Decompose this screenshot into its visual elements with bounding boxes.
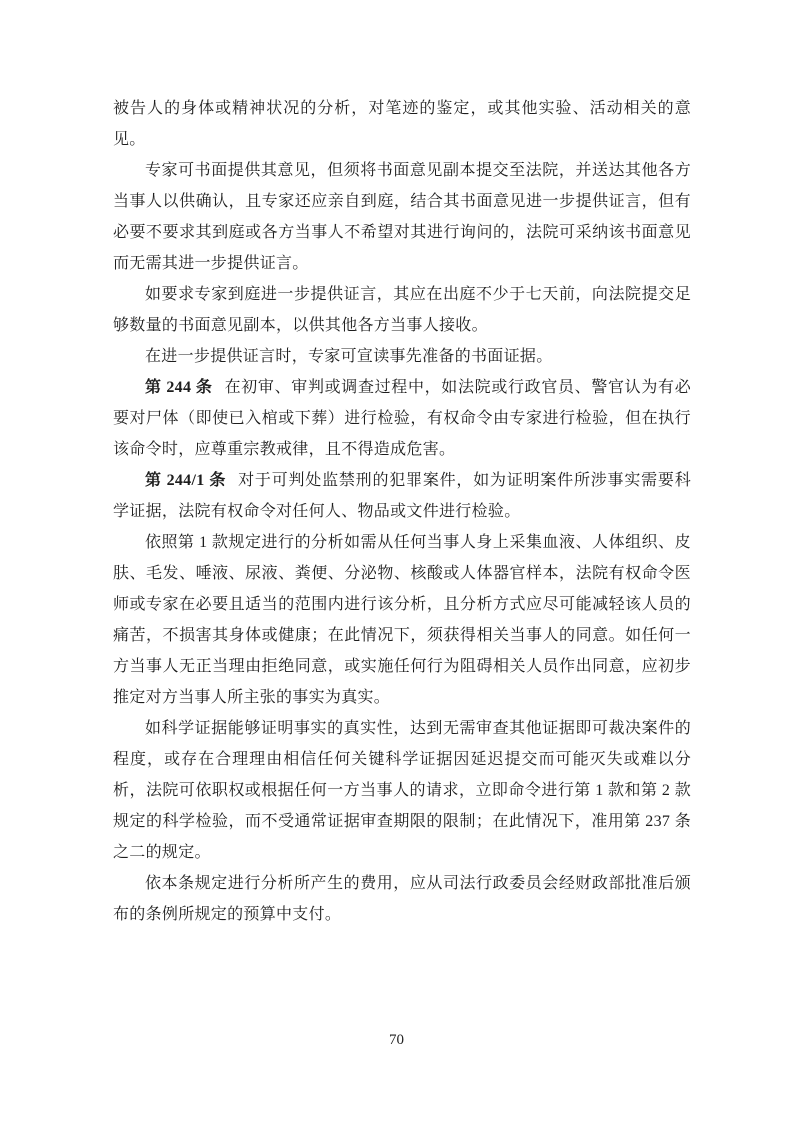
paragraph-scientific-evidence: 如科学证据能够证明事实的真实性，达到无需审查其他证据即可裁决案件的程度，或存在合理理由相信任何关键科学证据因延迟提交而可能灭失或难以分析，法院可依职权或根据任何一方当事人的请求，立即命令进行第 1 款和第 2 款规定的科学检验，而不受通常证据审查期限的限制；在此情况下，准用第 237 条之二的规定。 [113, 720, 691, 861]
paragraph-expert-written-opinion: 专家可书面提供其意见，但须将书面意见副本提交至法院，并送达其他各方当事人以供确认，且专家还应亲自到庭，结合其书面意见进一步提供证言，但有必要不要求其到庭或各方当事人不希望对其进行询问的，法院可采纳该书面意见而无需其进一步提供证言。 [113, 162, 691, 272]
paragraph-expert-court-testimony: 如要求专家到庭进一步提供证言，其应在出庭不少于七天前，向法院提交足够数量的书面意见副本，以供其他各方当事人接收。 [113, 286, 691, 334]
page-number: 70 [389, 1032, 404, 1048]
article-244-1-text: 对于可判处监禁刑的犯罪案件，如为证明案件所涉事实需要科学证据，法院有权命令对任何人、物品或文件进行检验。 [113, 472, 691, 520]
paragraph-analysis-expenses: 依本条规定进行分析所产生的费用，应从司法行政委员会经财政部批准后颁布的条例所规定的预算中支付。 [113, 875, 691, 923]
paragraph-article-244 [113, 372, 691, 465]
paragraph-article-244-1 [113, 465, 691, 527]
article-244-1-number: 第 244/1 条 [145, 472, 227, 489]
paragraph-expert-read-evidence: 在进一步提供证言时，专家可宣读事先准备的书面证据。 [145, 348, 553, 365]
article-244-text: 在初审、审判或调查过程中，如法院或行政官员、警官认为有必要对尸体（即使已入棺或下葬）进行检验，有权命令由专家进行检验，但在执行该命令时，应尊重宗教戒律，且不得造成危害。 [113, 379, 691, 458]
article-244-number: 第 244 条 [145, 379, 213, 396]
paragraph-continuation: 被告人的身体或精神状况的分析，对笔迹的鉴定，或其他实验、活动相关的意见。 [113, 100, 691, 148]
paragraph-sample-collection: 依照第 1 款规定进行的分析如需从任何当事人身上采集血液、人体组织、皮肤、毛发、唾液、尿液、粪便、分泌物、核酸或人体器官样本，法院有权命令医师或专家在必要且适当的范围内进行该分析，且分析方式应尽可能减轻该人员的痛苦，不损害其身体或健康；在此情况下，须获得相关当事人的同意。如任何一方当事人无正当理由拒绝同意，或实施任何行为阻碍相关人员作出同意，应初步推定对方当事人所主张的事实为真实。 [113, 534, 691, 706]
page-content [113, 93, 691, 930]
